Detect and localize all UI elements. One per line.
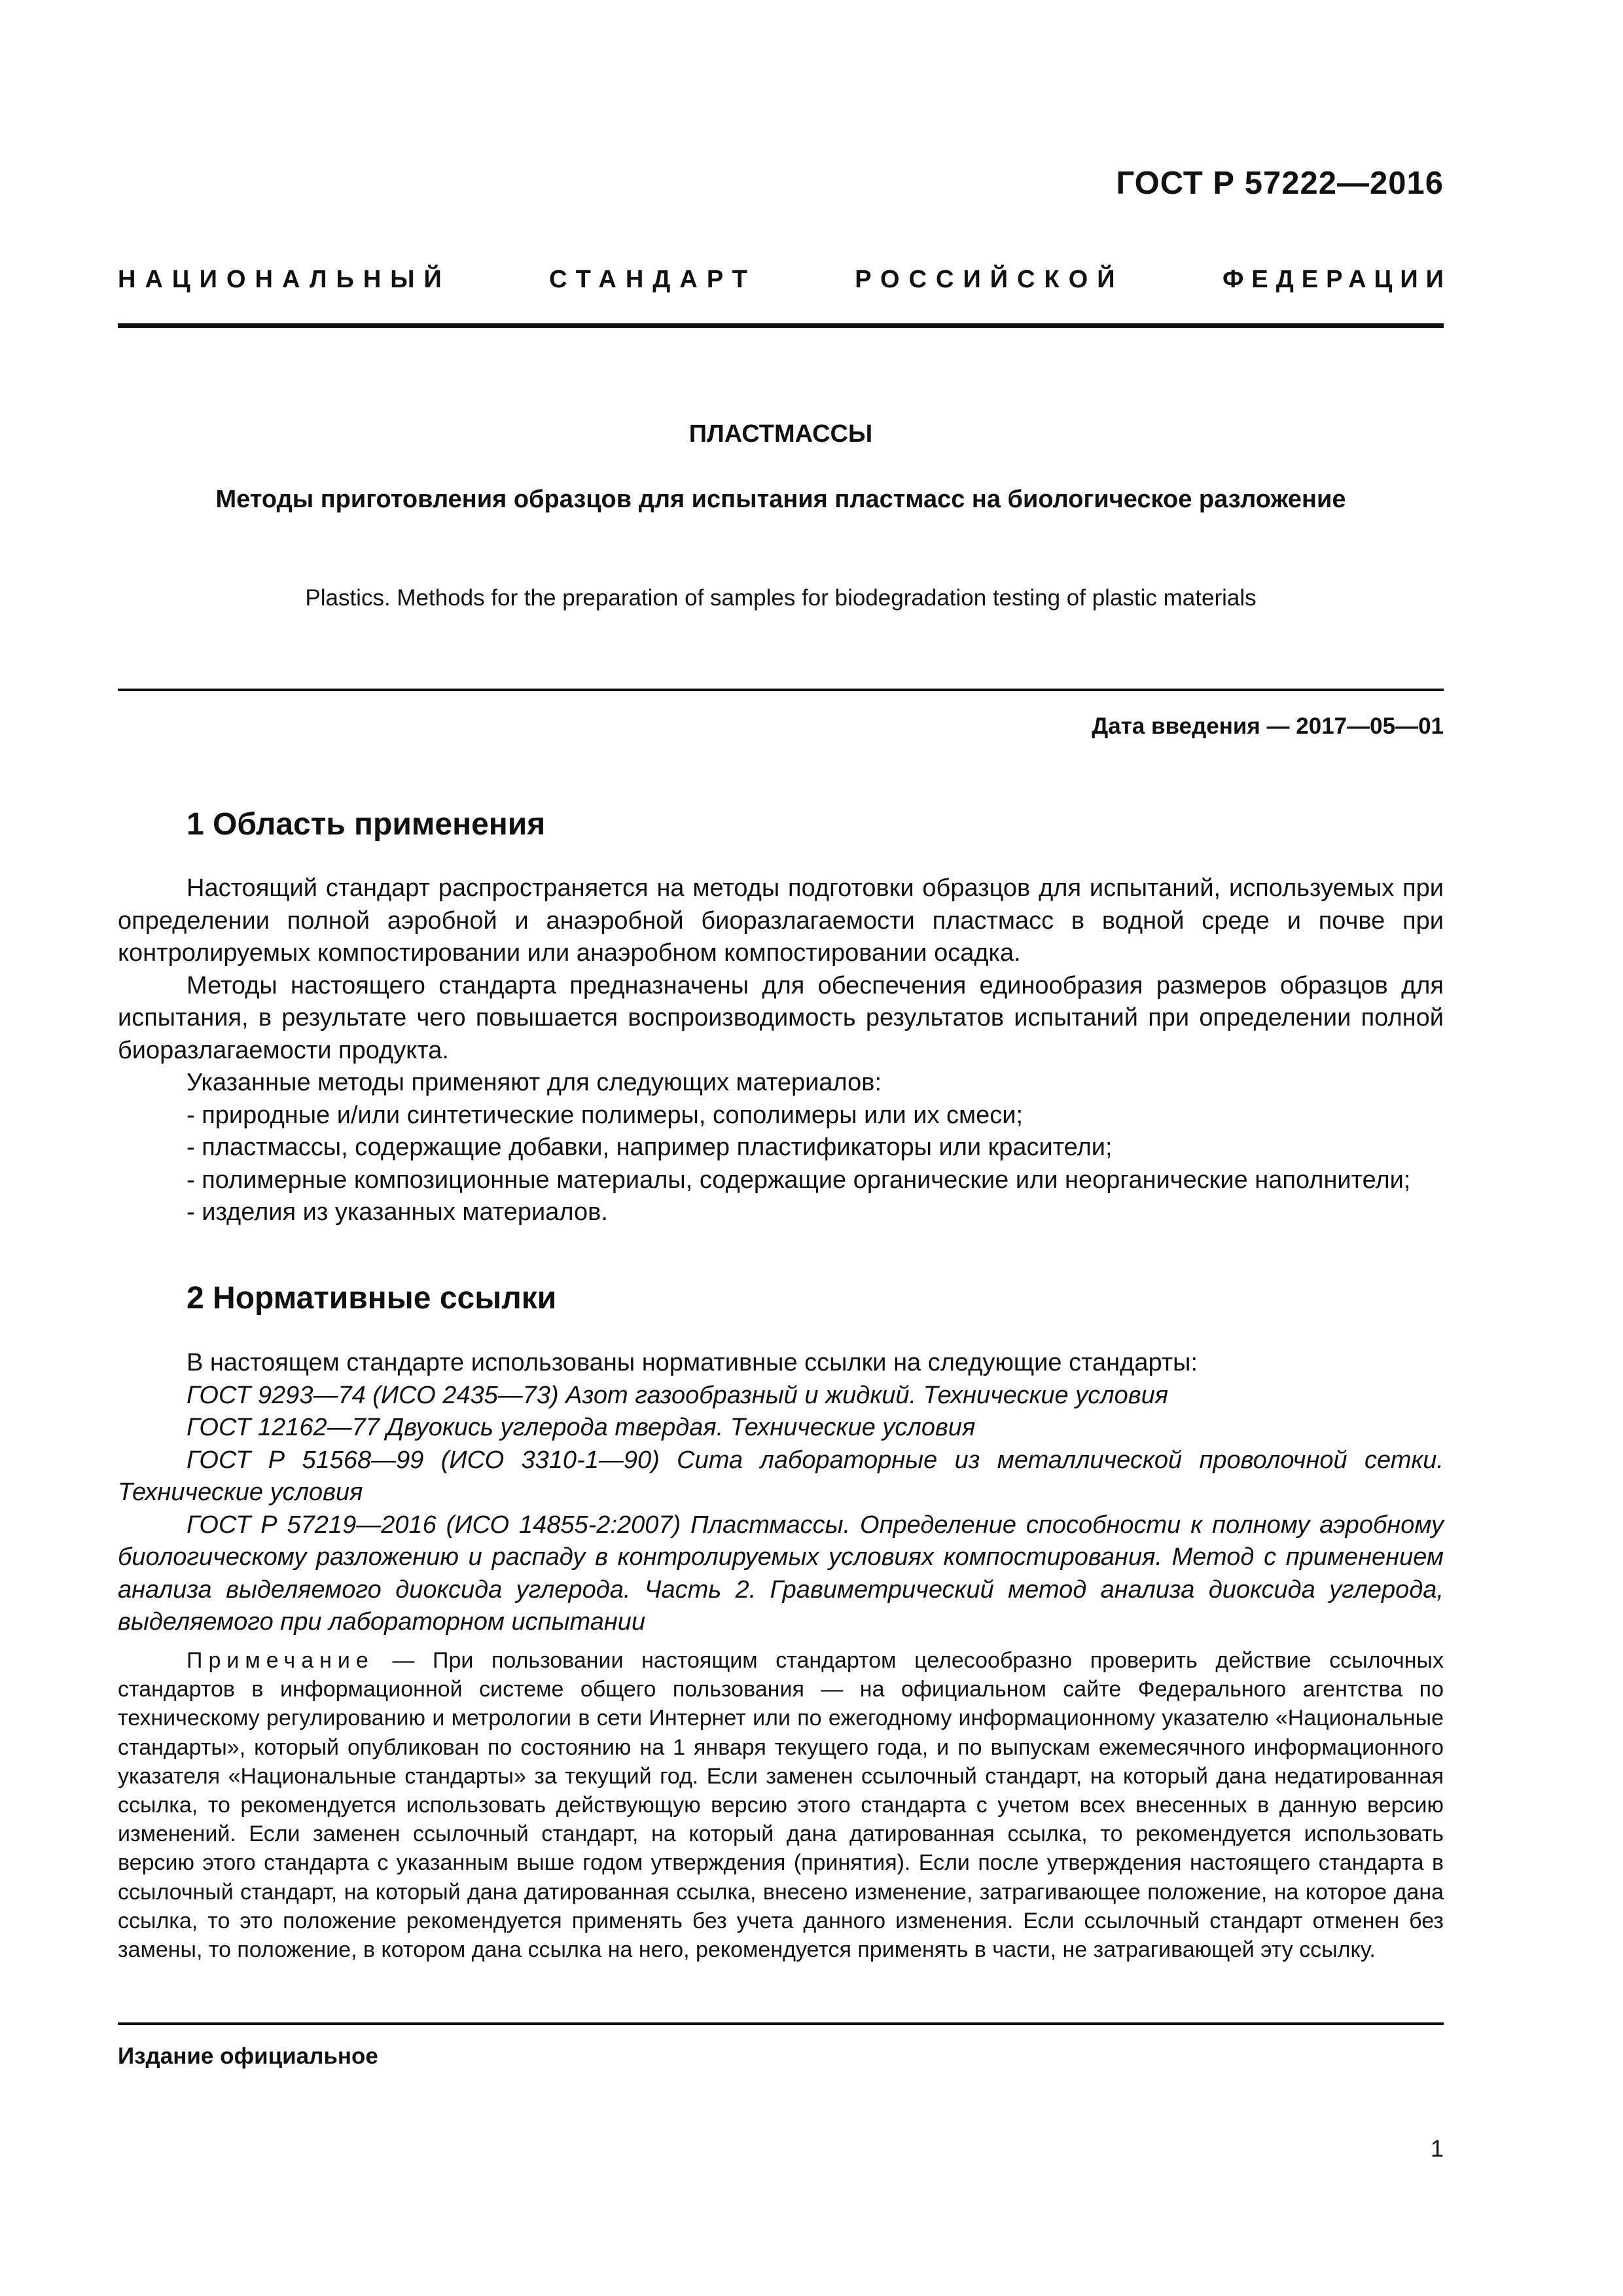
reference-item: ГОСТ 12162—77 Двуокись углерода твердая. Технические условия: [187, 1414, 976, 1441]
banner-word: СТАНДАРТ: [549, 266, 757, 293]
banner-word: ФЕДЕРАЦИИ: [1222, 266, 1452, 293]
introduction-date: Дата введения — 2017—05—01: [1092, 713, 1444, 739]
paragraph: В настоящем стандарте использованы нормативные ссылки на следующие стандарты:: [187, 1349, 1198, 1376]
reference-item: ГОСТ Р 51568—99 (ИСО 3310-1—90) Сита лабораторные из металлической проволочной сетки. Технические условия: [118, 1446, 1444, 1506]
banner-word: РОССИЙСКОЙ: [855, 266, 1124, 293]
reference-item: ГОСТ Р 57219—2016 (ИСО 14855-2:2007) Пластмассы. Определение способности к полному аэробному биологическому разложению и распаду в контролируемых условиях компостирования. Метод с применением анализа выделяемого диоксида углерода. Часть 2. Гравиметрический метод анализа диоксида углерода, выделяемого при лабораторном испытании: [118, 1511, 1444, 1636]
section-1-heading: 1 Область применения: [187, 807, 546, 842]
paragraph: Методы настоящего стандарта предназначены для обеспечения единообразия размеров образцов для испытания, в результате чего повышается воспроизводимость результатов испытаний при определении полной биоразлагаемости продукта.: [118, 971, 1444, 1064]
banner-word: НАЦИОНАЛЬНЫЙ: [118, 266, 451, 293]
page-number: 1: [1430, 2135, 1444, 2162]
document-title: ПЛАСТМАССЫ: [688, 420, 873, 448]
section-1-body: [118, 872, 1444, 1229]
paragraph: Указанные методы применяют для следующих материалов:: [187, 1069, 882, 1096]
edition-label: Издание официальное: [118, 2043, 378, 2069]
paragraph: Настоящий стандарт распространяется на методы подготовки образцов для испытаний, используемых при определении полной аэробной и анаэробной биоразлагаемости пластмасс в водной среде и почве при контролируемых компостировании или анаэробном компостировании осадка.: [118, 874, 1444, 967]
english-title: Plastics. Methods for the preparation of samples for biodegradation testing of plastic materials: [305, 585, 1257, 611]
footer-divider: [118, 2022, 1444, 2025]
list-item: - изделия из указанных материалов.: [187, 1198, 608, 1226]
reference-item: ГОСТ 9293—74 (ИСО 2435—73) Азот газообразный и жидкий. Технические условия: [187, 1381, 1169, 1409]
document-page: [118, 0, 1452, 2296]
note-block: [118, 1646, 1444, 1964]
list-item: - полимерные композиционные материалы, содержащие органические или неорганические наполнители;: [187, 1166, 1411, 1194]
national-standard-banner: [118, 266, 1452, 294]
list-item: - природные и/или синтетические полимеры, сополимеры или их смеси;: [187, 1101, 1024, 1129]
section-2-heading: 2 Нормативные ссылки: [187, 1281, 557, 1316]
section-2-body: [118, 1347, 1444, 1639]
note-label: Примечание: [187, 1648, 374, 1673]
title-divider: [118, 689, 1444, 691]
list-item: - пластмассы, содержащие добавки, например пластификаторы или красители;: [187, 1134, 1113, 1161]
document-subtitle: Методы приготовления образцов для испытания пластмасс на биологическое разложение: [215, 486, 1346, 513]
note-text: — При пользовании настоящим стандартом целесообразно проверить действие ссылочных стандартов в информационной системе общего пользования — на официальном сайте Федерального агентства по техническому регулированию и метрологии в сети Интернет или по ежегодному информационному указателю «Национальные стандарты», который опубликован по состоянию на 1 января текущего года, и по выпускам ежемесячного информационного указателя «Национальные стандарты» за текущий год. Если заменен ссылочный стандарт, на который дана недатированная ссылка, то рекомендуется использовать действующую версию этого стандарта с учетом всех внесенных в данную версию изменений. Если заменен ссылочный стандарт, на который дана датированная ссылка, то рекомендуется использовать версию этого стандарта с указанным выше годом утверждения (принятия). Если после утверждения настоящего стандарта в ссылочный стандарт, на который дана датированная ссылка, внесено изменение, затрагивающее положение, на которое дана ссылка, то это положение рекомендуется применять без учета данного изменения. Если ссылочный стандарт отменен без замены, то положение, в котором дана ссылка на него, рекомендуется применять в части, не затрагивающей эту ссылку.: [118, 1648, 1444, 1963]
header-divider: [118, 323, 1444, 328]
gost-code: ГОСТ Р 57222—2016: [1116, 166, 1444, 201]
